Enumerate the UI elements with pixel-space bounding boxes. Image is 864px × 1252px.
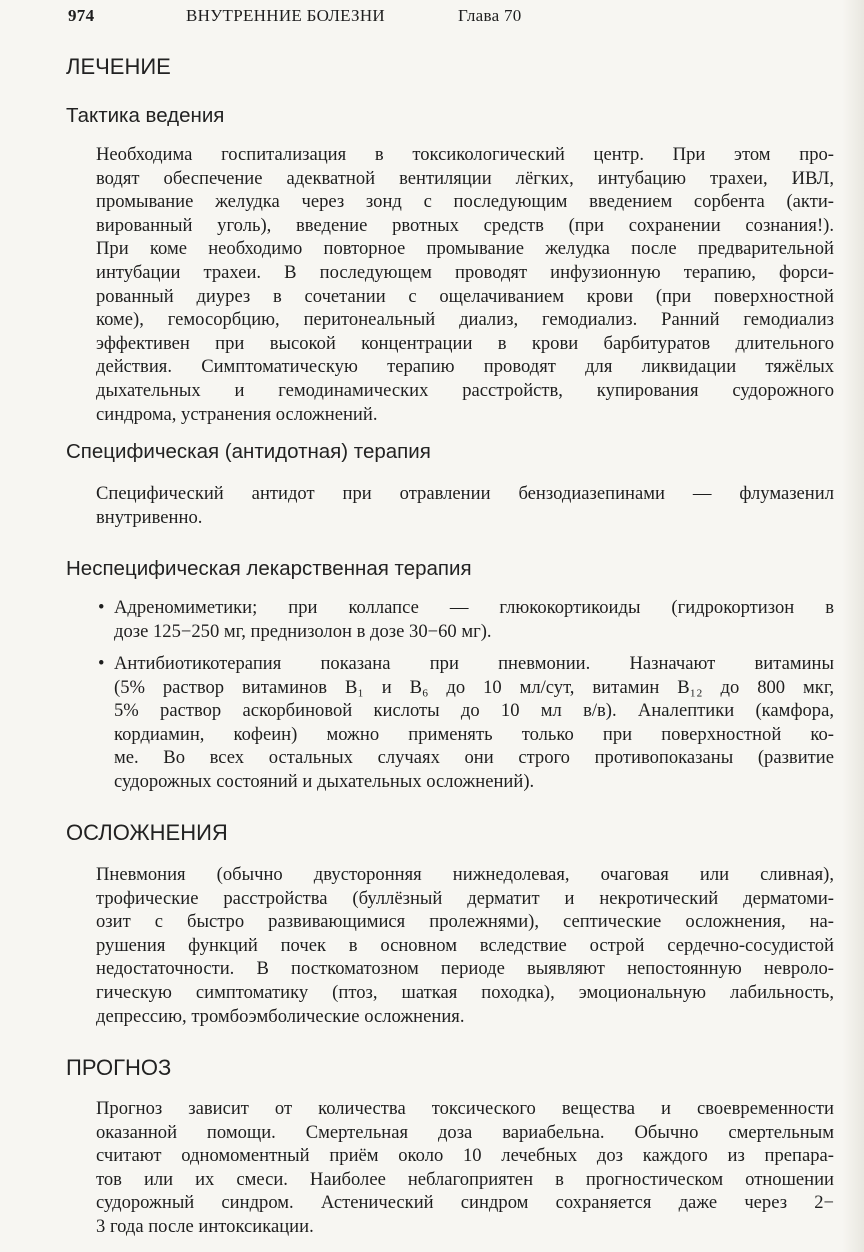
text-line: считают одномоментный приём около 10 лечебных доз каждого из препара- — [96, 1145, 834, 1167]
text-line: кордиамин, кофеин) можно применять только при поверхностной ко- — [114, 723, 834, 745]
bullet-text — [114, 652, 834, 794]
heading-treatment: ЛЕЧЕНИЕ — [66, 54, 171, 79]
heading-specific-therapy: Специфическая (антидотная) терапия — [66, 440, 431, 463]
text-line: 5% раствор аскорбиновой кислоты до 10 мл в/в). Аналептики (камфора, — [114, 700, 834, 722]
bullet-icon: • — [98, 597, 105, 618]
text-line: оказанной помощи. Смертельная доза вариабельна. Обычно смертельным — [96, 1121, 834, 1143]
text-line: промывание желудка через зонд с последующим введением сорбента (акти- — [96, 191, 834, 213]
heading-complications: ОСЛОЖНЕНИЯ — [66, 820, 228, 845]
bullet-item — [98, 652, 834, 794]
text-line: рушения функций почек в основном вследствие острой сердечно-сосудистой — [96, 934, 834, 956]
text-line: действия. Симптоматическую терапию проводят для ликвидации тяжёлых — [96, 356, 834, 378]
bullet-item — [98, 596, 834, 643]
text-line: При коме необходимо повторное промывание желудка после предварительной — [96, 238, 834, 260]
text-line: дыхательных и гемодинамических расстройств, купирования судорожного — [96, 379, 834, 401]
text-line: Специфический антидот при отравлении бензодиазепинами — флумазенил — [96, 483, 834, 504]
specific-therapy-paragraph — [96, 482, 834, 529]
book-title: ВНУТРЕННИЕ БОЛЕЗНИ — [186, 6, 386, 25]
text-line: тов или их смеси. Наиболее неблагоприятен в прогностическом отношении — [96, 1168, 834, 1190]
bullet-icon: • — [98, 653, 105, 674]
text-line: гическую симптоматику (птоз, шаткая походка), эмоциональную лабильность, — [96, 981, 834, 1003]
text-line: Прогноз зависит от количества токсического вещества и своевременности — [96, 1098, 834, 1119]
text-line: дозе 125−250 мг, преднизолон в дозе 30−60 мг). — [114, 620, 492, 642]
text-line: ме. Во всех остальных случаях они строго противопоказаны (развитие — [114, 747, 834, 769]
heading-nonspecific-therapy: Неспецифическая лекарственная терапия — [66, 557, 472, 580]
prognosis-paragraph — [96, 1097, 834, 1239]
text-line: Необходима госпитализация в токсикологический центр. При этом про- — [96, 144, 834, 165]
text-line: водят обеспечение адекватной вентиляции лёгких, интубацию трахеи, ИВЛ, — [96, 167, 834, 189]
text-line: вированный уголь), введение рвотных средств (при сохранении сознания!). — [96, 214, 834, 236]
text-line: озит с быстро развивающимися пролежнями), септические осложнения, на- — [96, 911, 834, 933]
tactics-paragraph — [96, 143, 834, 426]
text-line: Адреномиметики; при коллапсе — глюкокортикоиды (гидрокортизон в — [114, 597, 834, 618]
text-line: судорожный синдром. Астенический синдром сохраняется даже через 2− — [96, 1192, 834, 1214]
bullet-text — [114, 596, 834, 643]
text-line: (5% раствор витаминов B₁ и B₆ до 10 мл/сут, витамин B₁₂ до 800 мкг, — [114, 676, 834, 698]
page-edge-shadow — [842, 0, 864, 1252]
text-line: 3 года после интоксикации. — [96, 1215, 314, 1237]
text-line: депрессию, тромбоэмболические осложнения. — [96, 1005, 465, 1027]
text-line: Пневмония (обычно двусторонняя нижнедолевая, очаговая или сливная), — [96, 864, 834, 885]
text-line: Антибиотикотерапия показана при пневмонии. Назначают витамины — [114, 653, 834, 674]
text-line: рованный диурез в сочетании с ощелачиванием крови (при поверхностной — [96, 285, 834, 307]
text-line: внутривенно. — [96, 506, 203, 528]
complications-paragraph — [96, 863, 834, 1028]
text-line: интубации трахеи. В последующем проводят инфузионную терапию, форси- — [96, 261, 834, 283]
text-line: судорожных состояний и дыхательных осложнений). — [114, 770, 535, 792]
text-line: коме), гемосорбцию, перитонеальный диализ, гемодиализ. Ранний гемодиализ — [96, 309, 834, 331]
heading-tactics: Тактика ведения — [66, 104, 225, 127]
text-line: синдрома, устранения осложнений. — [96, 403, 378, 425]
text-line: трофические расстройства (буллёзный дерматит и некротический дерматоми- — [96, 887, 834, 909]
text-line: эффективен при высокой концентрации в крови барбитуратов длительного — [96, 332, 834, 354]
chapter-label: Глава 70 — [458, 6, 522, 25]
heading-prognosis: ПРОГНОЗ — [66, 1055, 172, 1080]
page-number: 974 — [68, 6, 95, 25]
text-line: недостаточности. В посткоматозном периоде выявляют непостоянную невроло- — [96, 958, 834, 980]
